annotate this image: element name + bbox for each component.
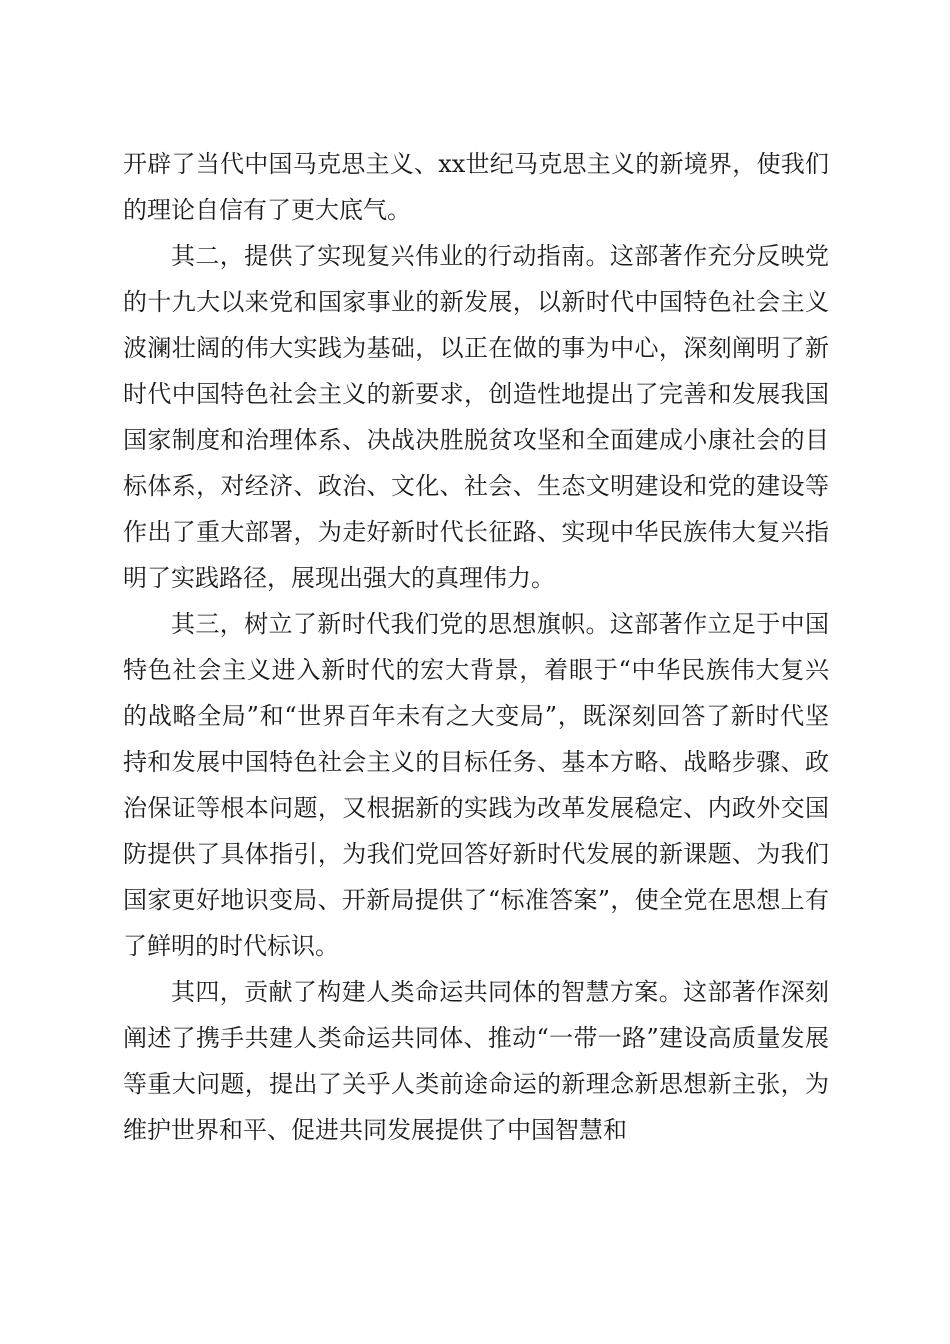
paragraph-third: 其三，树立了新时代我们党的思想旗帜。这部著作立足于中国特色社会主义进入新时代的宏大背景，着眼于“中华民族伟大复兴的战略全局”和“世界百年未有之大变局”，既深刻回答了新时代坚持和发展中国特色社会主义的目标任务、基本方略、战略步骤、政治保证等根本问题，又根据新的实践为改革发展稳定、内政外交国防提供了具体指引，为我们党回答好新时代发展的新课题、为我们国家更好地识变局、开新局提供了“标准答案”，使全党在思想上有了鲜明的时代标识。 xyxy=(123,610,829,960)
paragraph-fourth: 其四，贡献了构建人类命运共同体的智慧方案。这部著作深刻阐述了携手共建人类命运共同体、推动“一带一路”建设高质量发展等重大问题，提出了关乎人类前途命运的新理念新思想新主张，为维护世界和平、促进共同发展提供了中国智慧和 xyxy=(123,978,829,1144)
paragraph-continuation: 开辟了当代中国马克思主义、xx世纪马克思主义的新境界，使我们的理论自信有了更大底气。 xyxy=(123,150,829,224)
document-body xyxy=(123,141,829,1153)
paragraph-second: 其二，提供了实现复兴伟业的行动指南。这部著作充分反映党的十九大以来党和国家事业的新发展，以新时代中国特色社会主义波澜壮阔的伟大实践为基础，以正在做的事为中心，深刻阐明了新时代中国特色社会主义的新要求，创造性地提出了完善和发展我国国家制度和治理体系、决战决胜脱贫攻坚和全面建成小康社会的目标体系，对经济、政治、文化、社会、生态文明建设和党的建设等作出了重大部署，为走好新时代长征路、实现中华民族伟大复兴指明了实践路径，展现出强大的真理伟力。 xyxy=(123,242,829,592)
